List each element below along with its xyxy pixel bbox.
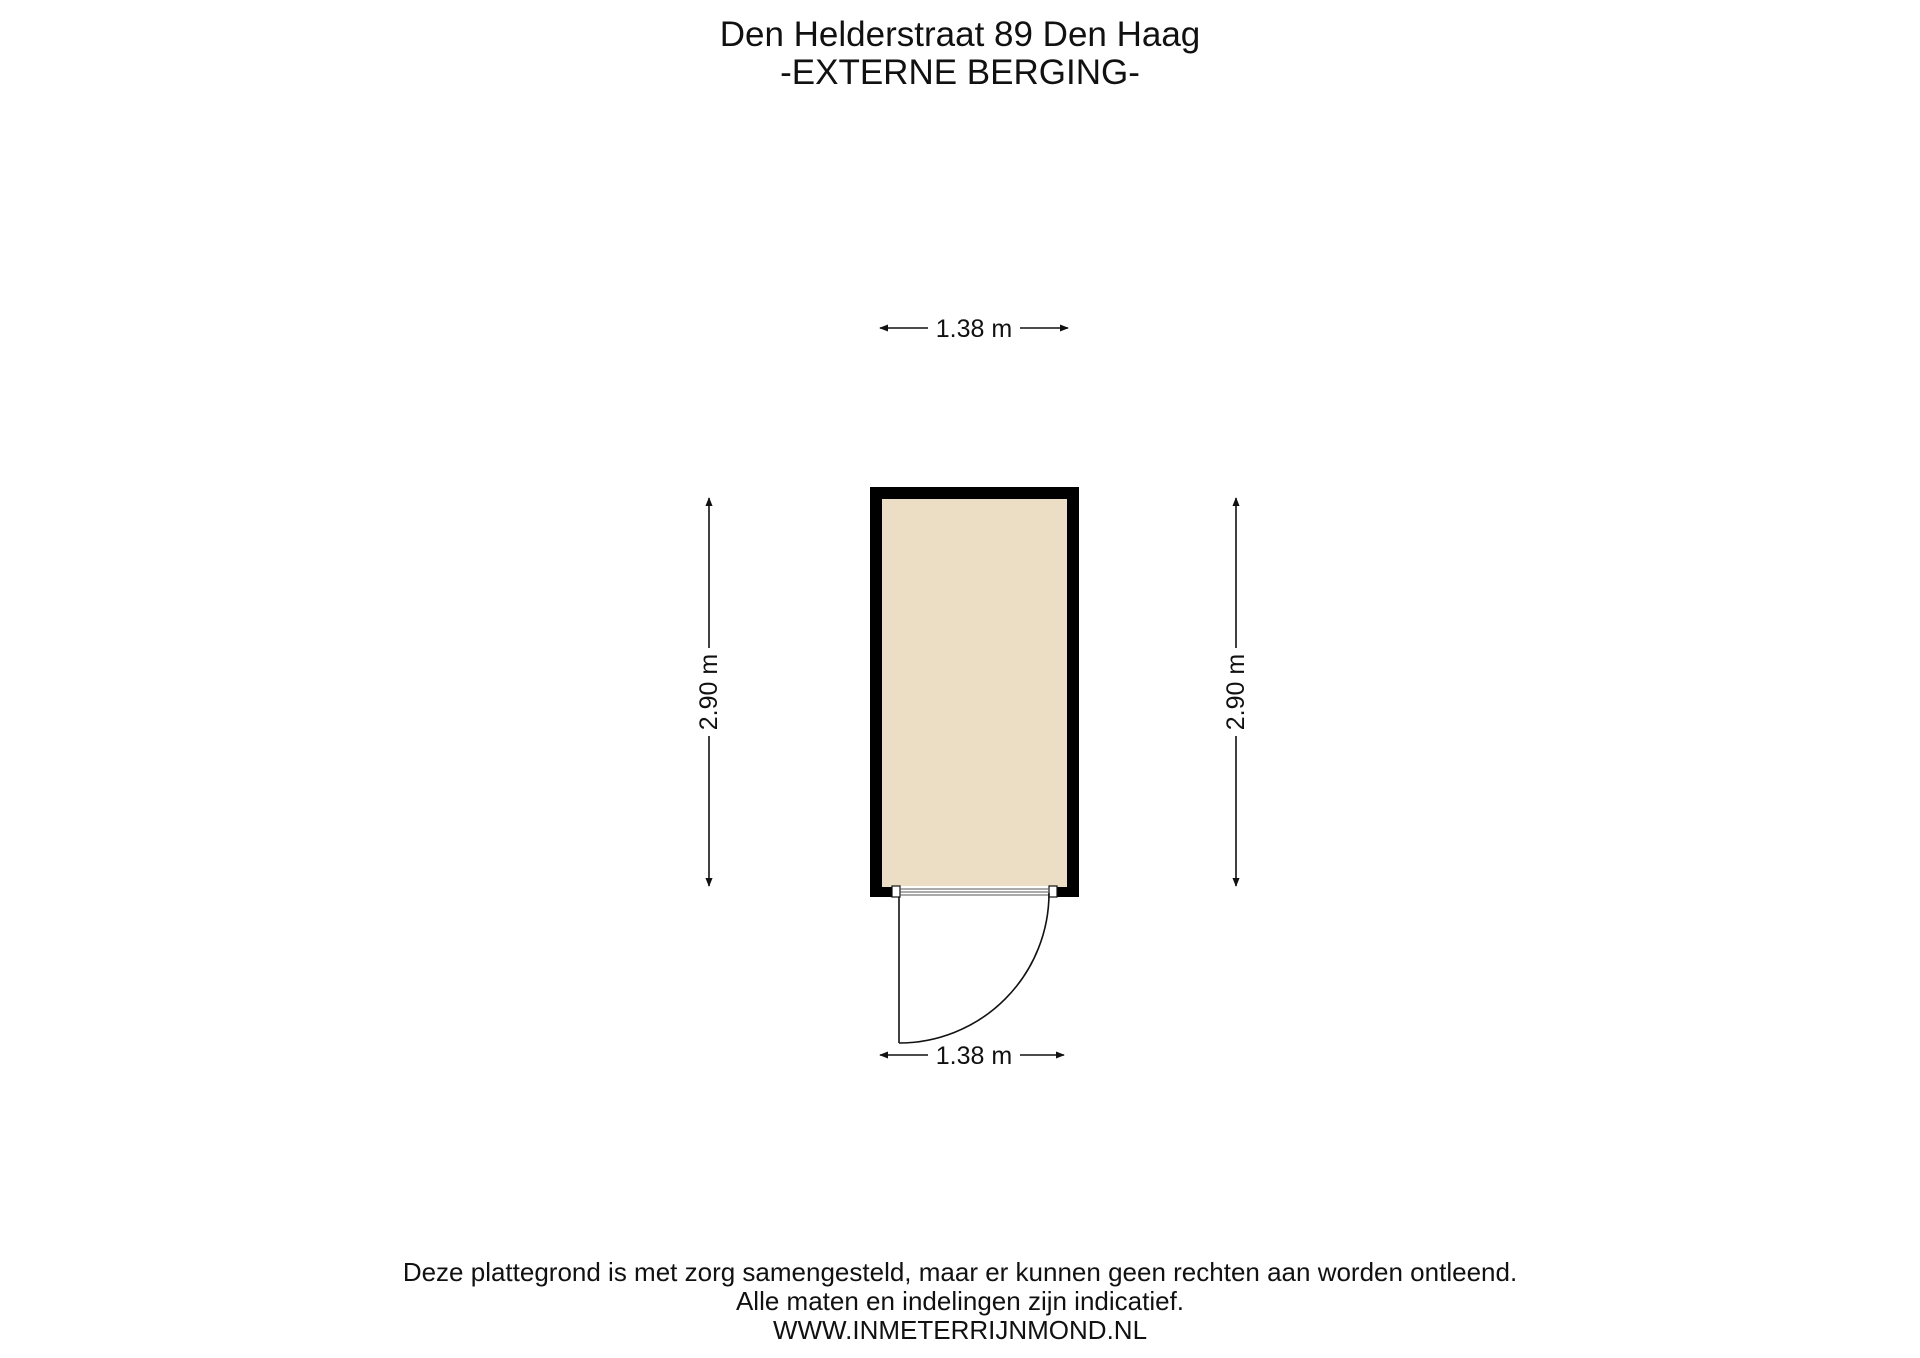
bottom-width-label: 1.38 m xyxy=(935,1042,1013,1070)
address-title: Den Helderstraat 89 Den Haag xyxy=(719,15,1201,54)
website-text: WWW.INMETERRIJNMOND.NL xyxy=(772,1315,1148,1345)
disclaimer-text: Deze plattegrond is met zorg samengesteld, maar er kunnen geen rechten aan worden ontleend. xyxy=(402,1257,1518,1287)
door-swing xyxy=(899,893,1049,1043)
top-width-dimension xyxy=(880,315,1068,343)
right-height-dimension xyxy=(1222,498,1250,886)
room-title: -EXTERNE BERGING- xyxy=(780,53,1140,92)
right-height-label: 2.90 m xyxy=(1222,653,1250,731)
storage-floor xyxy=(882,499,1067,887)
top-width-label: 1.38 m xyxy=(935,315,1013,343)
left-height-dimension xyxy=(695,498,723,886)
left-height-label: 2.90 m xyxy=(695,653,723,731)
door-opening xyxy=(892,886,1057,898)
indicative-note: Alle maten en indelingen zijn indicatief. xyxy=(735,1286,1185,1316)
footer xyxy=(0,1258,1920,1345)
bottom-width-dimension xyxy=(880,1042,1064,1070)
